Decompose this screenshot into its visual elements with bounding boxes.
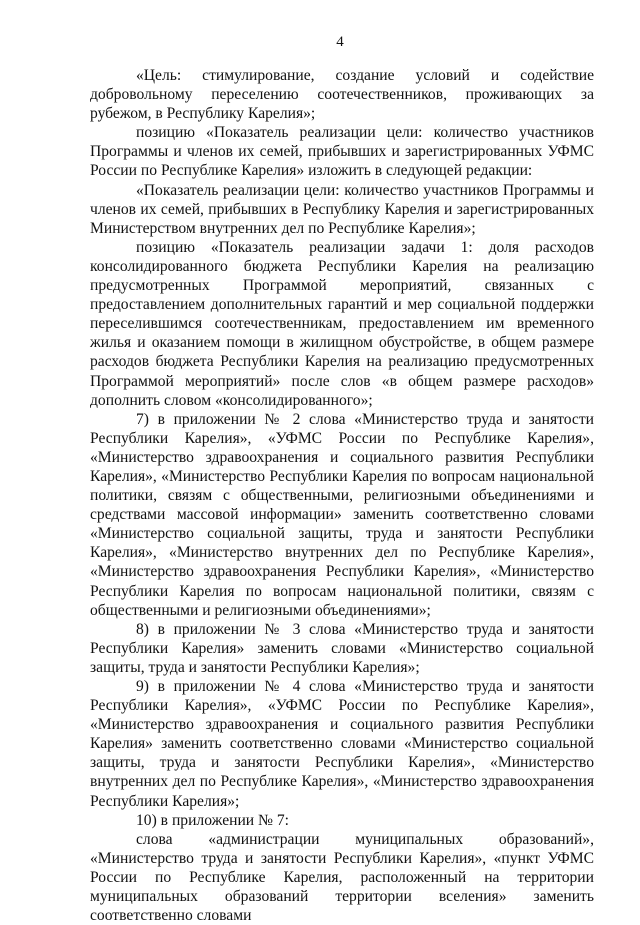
paragraph-goal-indicator-new: «Показатель реализации цели: количество участников Программы и членов их семей, прибывших в Республику Карелия и зарегистрированных Министерством внутренних дел по Республике Карелия»; <box>90 181 594 237</box>
page-number: 4 <box>336 34 344 50</box>
paragraph-item-10-words: слова «администрации муниципальных образований», «Министерство труда и занятости Республики Карелия», «пункт УФМС России по Республике Карелия, расположенный на территории муниципальных образований территории вселения» заменить соответственно словами <box>90 830 594 925</box>
paragraph-item-8: 8) в приложении № 3 слова «Министерство труда и занятости Республики Карелия» заменить словами «Министерство социальной защиты, труда и занятости Республики Карелия»; <box>90 620 594 676</box>
paragraph-item-7: 7) в приложении № 2 слова «Министерство труда и занятости Республики Карелия», «УФМС России по Республике Карелия», «Министерство здравоохранения и социального развития Республики Карелия», «Министерство Республики Карелия по вопросам национальной политики, связям с общественными, религиозными объединениями и средствами массовой информации» заменить соответственно словами «Министерство социальной защиты, труда и занятости Республики Карелия», «Министерство внутренних дел по Республике Карелия», «Министерство здравоохранения Республики Карелия», «Министерство Республики Карелия по вопросам национальной политики, связям с общественными и религиозными объединениями»; <box>90 410 594 619</box>
paragraph-item-9: 9) в приложении № 4 слова «Министерство труда и занятости Республики Карелия», «УФМС России по Республике Карелия», «Министерство здравоохранения и социального развития Республики Карелия» заменить соответственно словами «Министерство социальной защиты, труда и занятости Республики Карелия», «Министерство внутренних дел по Республике Карелия», «Министерство здравоохранения Республики Карелия»; <box>90 678 594 810</box>
document-body <box>90 66 594 925</box>
paragraph-task-indicator: позицию «Показатель реализации задачи 1: доля расходов консолидированного бюджета Республики Карелия на реализацию предусмотренных Программой мероприятий, связанных с предоставлением дополнительных гарантий и мер социальной поддержки переселившимся соотечественникам, предоставлением им временного жилья и оказанием помощи в жилищном обустройстве, в общем размере расходов бюджета Республики Карелия на реализацию предусмотренных Программой мероприятий» после слов «в общем размере расходов» дополнить словом «консолидированного»; <box>90 238 594 409</box>
paragraph-goal-indicator-position: позицию «Показатель реализации цели: количество участников Программы и членов их семей, прибывших и зарегистрированных УФМС России по Республике Карелия» изложить в следующей редакции: <box>90 124 594 180</box>
paragraph-goal: «Цель: стимулирование, создание условий и содействие добровольному переселению соотечественников, проживающих за рубежом, в Республику Карелия»; <box>90 67 594 123</box>
paragraph-item-10: 10) в приложении № 7: <box>136 811 289 829</box>
